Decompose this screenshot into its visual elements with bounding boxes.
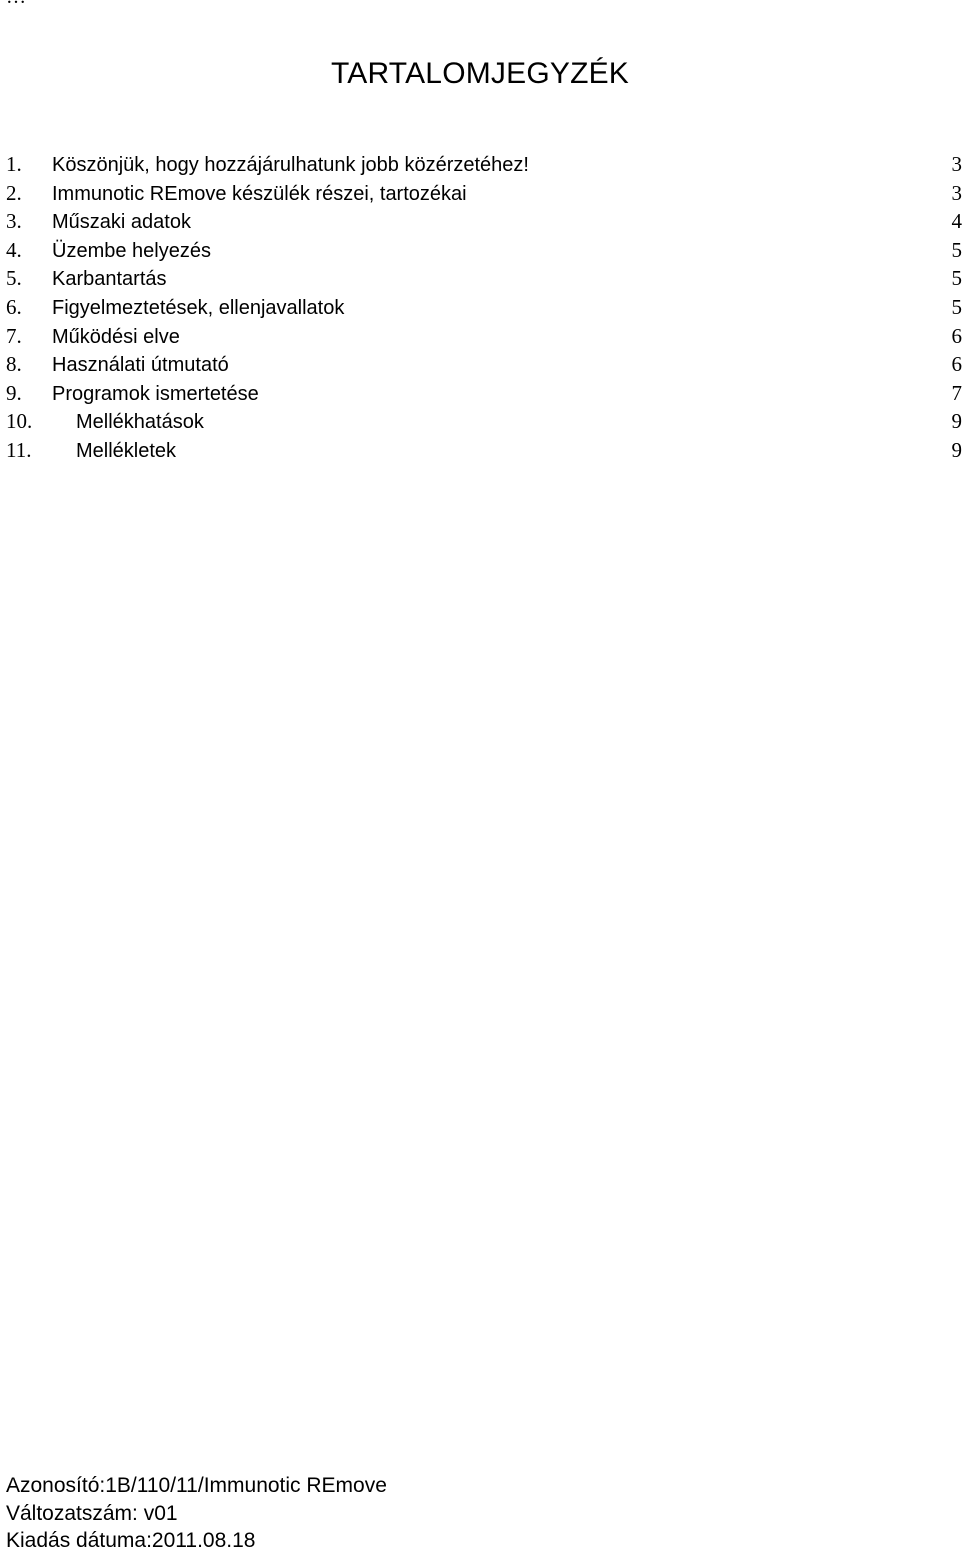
- toc-entry[interactable]: [6, 350, 962, 379]
- toc-entry-title: Működési elve: [52, 325, 180, 348]
- page-title: TARTALOMJEGYZÉK: [330, 57, 630, 90]
- toc-entry-number: 11.: [6, 437, 32, 462]
- issue-date: Kiadás dátuma:2011.08.18: [6, 1529, 256, 1552]
- toc-entry[interactable]: [6, 179, 962, 208]
- toc-entry-page: 9: [951, 437, 962, 462]
- toc-entry-number: 6.: [6, 294, 22, 319]
- toc-entry-number: 4.: [6, 237, 22, 262]
- toc-entry[interactable]: [6, 322, 962, 351]
- toc-entry-page: 7: [951, 380, 962, 405]
- toc-entry-number: 2.: [6, 180, 22, 205]
- toc-entry[interactable]: [6, 436, 962, 465]
- toc-entry-number: 3.: [6, 209, 22, 234]
- toc-entry[interactable]: [6, 407, 962, 436]
- toc-entry-title: Programok ismertetése: [52, 382, 259, 405]
- toc-entry-page: 3: [951, 152, 962, 176]
- toc-entry-title: Mellékhatások: [76, 411, 204, 434]
- toc-entry-page: 5: [951, 294, 962, 319]
- toc-entry-number: 8.: [6, 352, 22, 377]
- document-id: Azonosító:1B/110/11/Immunotic REmove: [6, 1474, 387, 1497]
- toc-entry-number: 10.: [6, 409, 33, 434]
- toc-entry-page: 4: [951, 209, 962, 234]
- toc-entry-number: 9.: [6, 380, 22, 405]
- toc-entry[interactable]: [6, 379, 962, 408]
- continuation-ellipsis: [6, 0, 26, 8]
- toc-entry-title: Immunotic REmove készülék részei, tartozékai: [52, 182, 467, 205]
- toc-entry-number: 1.: [6, 152, 22, 176]
- table-of-contents: [6, 150, 962, 465]
- toc-entry-title: Köszönjük, hogy hozzájárulhatunk jobb közérzetéhez!: [52, 154, 529, 176]
- toc-entry-title: Műszaki adatok: [52, 211, 191, 234]
- toc-entry-number: 7.: [6, 323, 22, 348]
- document-footer: [6, 1472, 387, 1555]
- toc-entry-page: 3: [951, 180, 962, 205]
- toc-entry[interactable]: [6, 236, 962, 265]
- toc-entry[interactable]: [6, 207, 962, 236]
- toc-entry-number: 5.: [6, 266, 22, 291]
- toc-entry-page: 6: [951, 352, 962, 377]
- toc-entry-title: Üzembe helyezés: [52, 239, 211, 262]
- toc-entry-title: Figyelmeztetések, ellenjavallatok: [52, 296, 345, 319]
- toc-entry-page: 5: [951, 266, 962, 291]
- toc-entry[interactable]: [6, 150, 962, 179]
- toc-entry-title: Használati útmutató: [52, 354, 229, 377]
- toc-entry-title: Karbantartás: [52, 268, 167, 291]
- toc-entry-page: 6: [951, 323, 962, 348]
- toc-entry-page: 5: [951, 237, 962, 262]
- toc-entry[interactable]: [6, 264, 962, 293]
- toc-entry[interactable]: [6, 293, 962, 322]
- toc-entry-title: Mellékletek: [76, 439, 177, 462]
- document-version: Változatszám: v01: [6, 1501, 178, 1525]
- toc-entry-page: 9: [951, 409, 962, 434]
